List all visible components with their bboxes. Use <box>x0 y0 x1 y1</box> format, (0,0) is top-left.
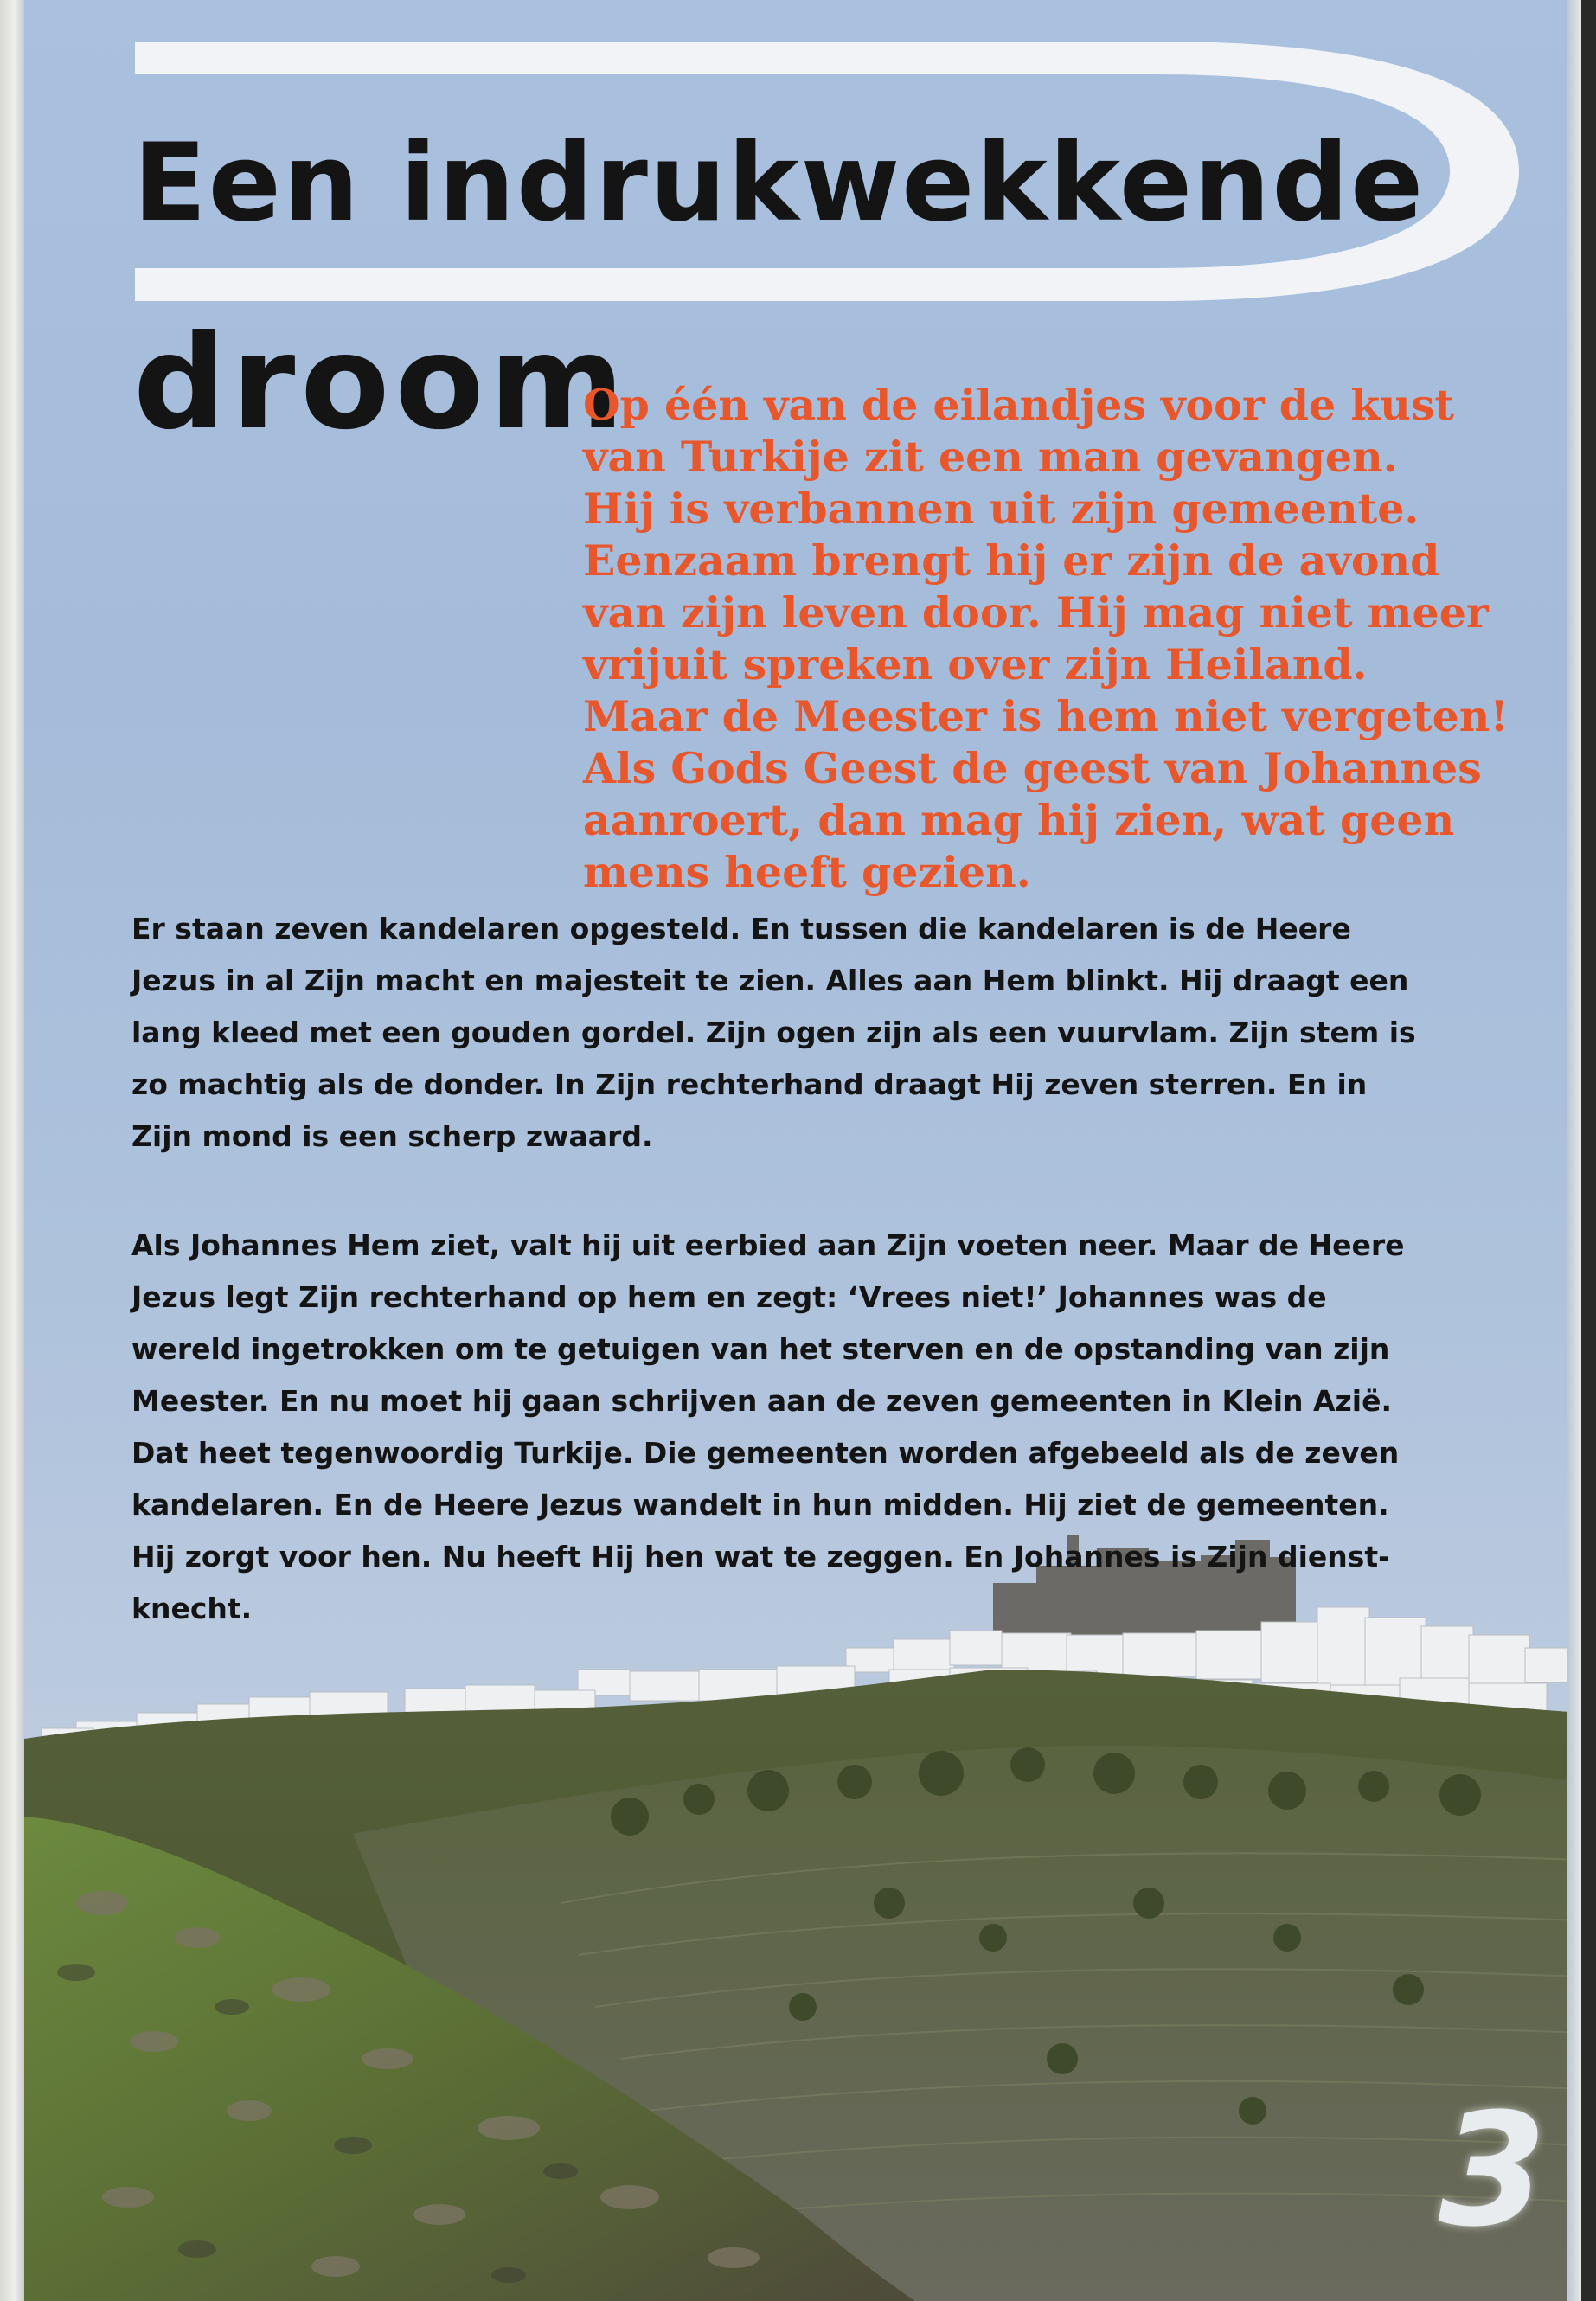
body-line: kandelaren. En de Heere Jezus wandelt in hun midden. Hij ziet de gemeenten. <box>131 1488 1389 1522</box>
intro-line: Eenzaam brengt hij er zijn de avond <box>583 535 1440 586</box>
body-line: Jezus in al Zijn macht en majesteit te zien. Alles aan Hem blinkt. Hij draagt een <box>131 964 1409 997</box>
page-title-line1: Een indrukwekkende <box>133 121 1426 246</box>
body-line: Zijn mond is een scherp zwaard. <box>131 1119 653 1153</box>
body-line: Hij zorgt voor hen. Nu heeft Hij hen wat te zeggen. En Johannes is Zijn dienst- <box>131 1540 1390 1574</box>
page-right-edge <box>1567 0 1581 2301</box>
body-paragraph-1 <box>131 903 1516 1163</box>
page-binding-edge <box>0 0 24 2301</box>
body-line: Meester. En nu moet hij gaan schrijven aan de zeven gemeenten in Klein Azië. <box>131 1384 1392 1418</box>
page-number: 3 <box>1438 2080 1547 2261</box>
body-line: lang kleed met een gouden gordel. Zijn ogen zijn als een vuurvlam. Zijn stem is <box>131 1016 1416 1049</box>
intro-line: vrijuit spreken over zijn Heiland. <box>583 639 1368 689</box>
intro-line: van Turkije zit een man gevangen. <box>583 432 1398 482</box>
body-paragraph-2 <box>131 1220 1516 1635</box>
intro-line: aanroert, dan mag hij zien, wat geen <box>583 795 1455 845</box>
body-line: wereld ingetrokken om te getuigen van het sterven en de opstanding van zijn <box>131 1332 1390 1366</box>
body-line: Jezus legt Zijn rechterhand op hem en zegt: ‘Vrees niet!’ Johannes was de <box>131 1280 1327 1314</box>
intro-line: mens heeft gezien. <box>583 847 1031 897</box>
intro-line: Op één van de eilandjes voor de kust <box>583 380 1455 430</box>
page-title-line2: droom <box>133 308 630 458</box>
intro-line: Als Gods Geest de geest van Johannes <box>583 743 1482 793</box>
body-line: Dat heet tegenwoordig Turkije. Die gemeenten worden afgebeeld als de zeven <box>131 1436 1400 1470</box>
magazine-page <box>24 0 1581 2301</box>
intro-line: van zijn leven door. Hij mag niet meer <box>583 587 1489 638</box>
intro-line: Maar de Meester is hem niet vergeten! <box>583 691 1509 741</box>
intro-text <box>583 379 1561 898</box>
body-line: Als Johannes Hem ziet, valt hij uit eerbied aan Zijn voeten neer. Maar de Heere <box>131 1228 1405 1262</box>
body-line: Er staan zeven kandelaren opgesteld. En tussen die kandelaren is de Heere <box>131 912 1351 945</box>
intro-line: Hij is verbannen uit zijn gemeente. <box>583 484 1420 534</box>
body-line: zo machtig als de donder. In Zijn rechterhand draagt Hij zeven sterren. En in <box>131 1067 1368 1101</box>
body-line: knecht. <box>131 1592 253 1625</box>
